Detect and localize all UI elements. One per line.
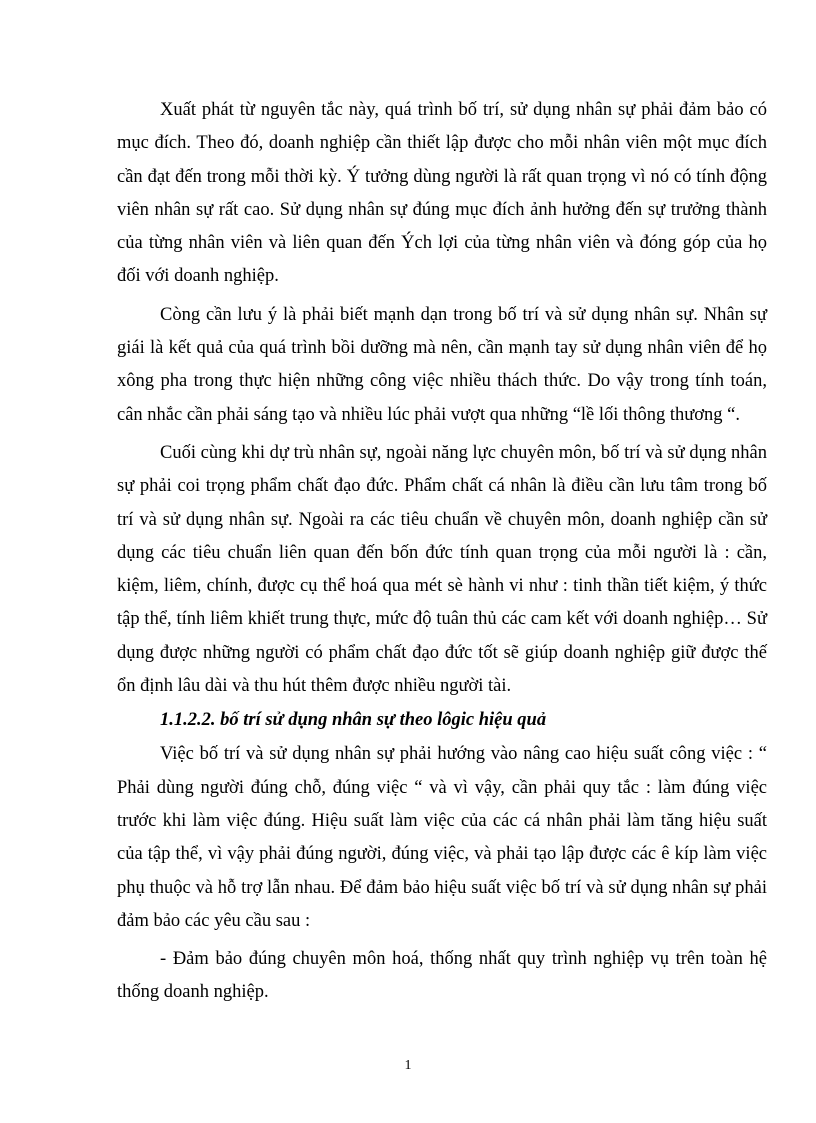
paragraph-3: Cuối cùng khi dự trù nhân sự, ngoài năng lực chuyên môn, bố trí và sử dụng nhân sự phải coi trọng phẩm chất đạo đức. Phẩm chất cá nhân là điều cần lưu tâm trong bố trí và sử dụng nhân sự. Ngoài ra các tiêu chuẩn về chuyên môn, doanh nghiệp cần sử dụng các tiêu chuẩn liên quan đến bốn đức tính quan trọng của mỗi người là : cần, kiệm, liêm, chính, được cụ thể hoá qua mét sè hành vi như : tinh thần tiết kiệm, ý thức tập thể, tính liêm khiết trung thực, mức độ tuân thủ các cam kết với doanh nghiệp… Sử dụng được những người có phẩm chất đạo đức tốt sẽ giúp doanh nghiệp giữ được thế ổn định lâu dài và thu hút thêm được nhiều người tài. [117,442,767,697]
section-heading: 1.1.2.2. bố trí sử dụng nhân sự theo lôgic hiệu quả [160,710,547,731]
page-number: 1 [404,1058,412,1073]
page-content [117,94,767,1010]
paragraph-2: Còng cần lưu ý là phải biết mạnh dạn trong bố trí và sử dụng nhân sự. Nhân sự giái là kết quả của quá trình bồi dưỡng mà nên, cần mạnh tay sử dụng nhân viên để họ xông pha trong thực hiện những công việc nhiều thách thức. Do vậy trong tính toán, cân nhắc cần phải sáng tạo và nhiều lúc phải vượt qua những “lề lối thông thương “. [117,304,767,425]
paragraph-5: - Đảm bảo đúng chuyên môn hoá, thống nhất quy trình nghiệp vụ trên toàn hệ thống doanh nghiệp. [117,949,767,1003]
paragraph-4: Việc bố trí và sử dụng nhân sự phải hướng vào nâng cao hiệu suất công việc : “ Phải dùng người đúng chỗ, đúng việc “ và vì vậy, cần phải quy tắc : làm đúng việc trước khi làm việc đúng. Hiệu suất làm việc của các cá nhân phải làm tăng hiệu suất của tập thể, vì vậy phải đúng người, đúng việc, và phải tạo lập được các ê kíp làm việc phụ thuộc và hỗ trợ lẫn nhau. Để đảm bảo hiệu suất việc bố trí và sử dụng nhân sự phải đảm bảo các yêu cầu sau : [117,744,767,931]
paragraph-1: Xuất phát từ nguyên tắc này, quá trình bố trí, sử dụng nhân sự phải đảm bảo có mục đích. Theo đó, doanh nghiệp cần thiết lập được cho mỗi nhân viên một mục đích cần đạt đến trong mỗi thời kỳ. Ý tưởng dùng người là rất quan trọng vì nó có tính động viên nhân sự rất cao. Sử dụng nhân sự đúng mục đích ảnh hưởng đến sự trưởng thành của từng nhân viên và liên quan đến Ých lợi của từng nhân viên và đóng góp của họ đối với doanh nghiệp. [117,100,767,287]
